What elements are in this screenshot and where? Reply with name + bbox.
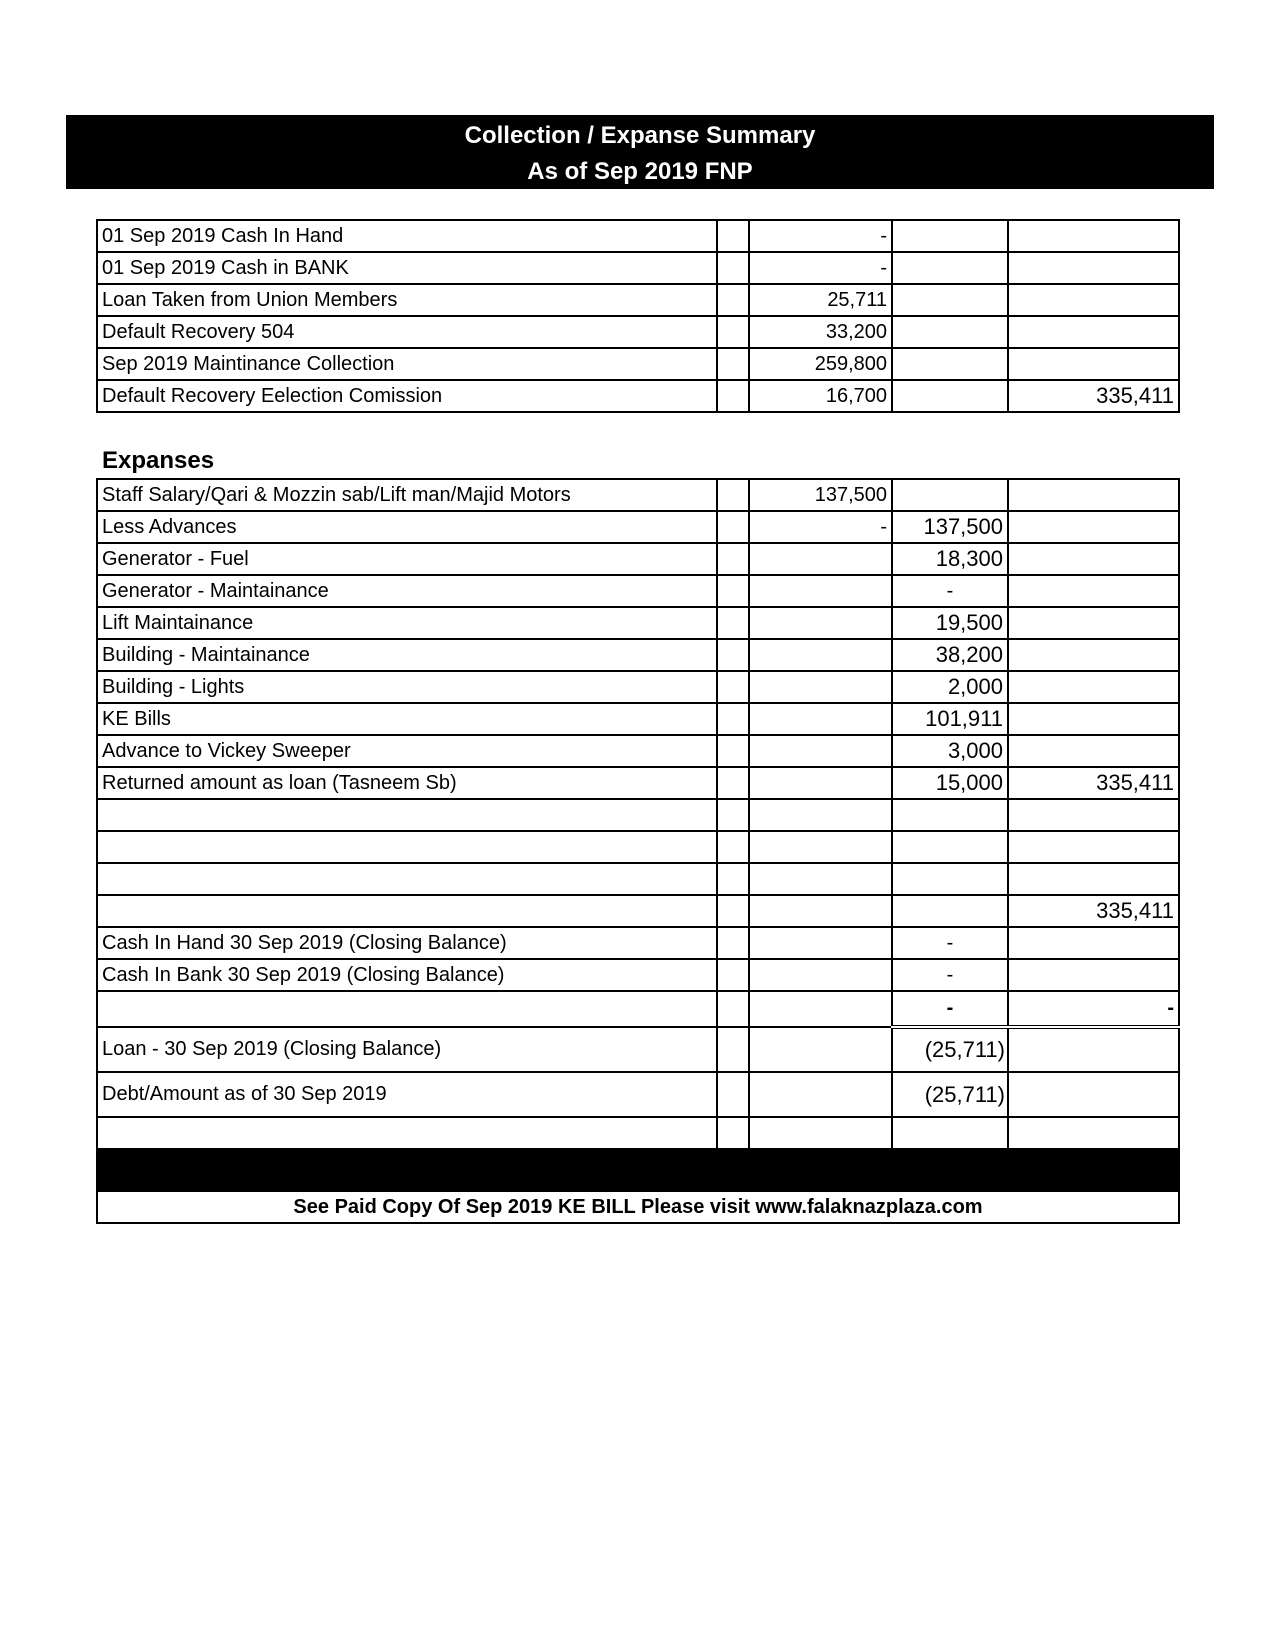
- row-amount: 25,711: [749, 284, 892, 316]
- closing-value: -: [892, 959, 1008, 991]
- table-row: [97, 252, 1179, 284]
- table-row: [97, 863, 1179, 895]
- row-net: 137,500: [892, 511, 1008, 543]
- row-label: Building - Maintainance: [97, 639, 717, 671]
- row-net: 2,000: [892, 671, 1008, 703]
- row-label: Sep 2019 Maintinance Collection: [97, 348, 717, 380]
- debt-row: [97, 1072, 1179, 1117]
- table-row: [97, 348, 1179, 380]
- row-total: [1008, 316, 1179, 348]
- row-label: Building - Lights: [97, 671, 717, 703]
- row-total: [1008, 511, 1179, 543]
- table-row: [97, 316, 1179, 348]
- table-row: [97, 831, 1179, 863]
- row-gross: [749, 703, 892, 735]
- closing-total-net: -: [892, 991, 1008, 1027]
- table-row: [97, 284, 1179, 316]
- row-net: 3,000: [892, 735, 1008, 767]
- row-gross: 137,500: [749, 479, 892, 511]
- row-net: 101,911: [892, 703, 1008, 735]
- row-gross: [749, 767, 892, 799]
- expense-table: [96, 478, 1180, 1224]
- table-row: [97, 671, 1179, 703]
- row-label: KE Bills: [97, 703, 717, 735]
- loan-label: Loan - 30 Sep 2019 (Closing Balance): [97, 1027, 717, 1072]
- expenses-heading: Expanses: [102, 447, 215, 474]
- closing-total: -: [1008, 991, 1179, 1027]
- row-net: 38,200: [892, 639, 1008, 671]
- debt-value: (25,711): [892, 1072, 1008, 1117]
- black-bar: [97, 1149, 1179, 1191]
- debt-label: Debt/Amount as of 30 Sep 2019: [97, 1072, 717, 1117]
- subtotal-row: [97, 895, 1179, 927]
- table-row: [97, 767, 1179, 799]
- row-total: [1008, 671, 1179, 703]
- row-total: [1008, 543, 1179, 575]
- row-label: Default Recovery Eelection Comission: [97, 380, 717, 412]
- row-label: 01 Sep 2019 Cash In Hand: [97, 220, 717, 252]
- row-label: Less Advances: [97, 511, 717, 543]
- footer-row: [97, 1191, 1179, 1223]
- row-label: Returned amount as loan (Tasneem Sb): [97, 767, 717, 799]
- row-total: [1008, 348, 1179, 380]
- closing-label: Cash In Bank 30 Sep 2019 (Closing Balance): [97, 959, 717, 991]
- closing-value: -: [892, 927, 1008, 959]
- row-total: [1008, 479, 1179, 511]
- title-bar: [66, 115, 1214, 189]
- row-net: [892, 479, 1008, 511]
- table-row: [97, 799, 1179, 831]
- row-gross: -: [749, 511, 892, 543]
- row-total: [1008, 284, 1179, 316]
- row-total: 335,411: [1008, 767, 1179, 799]
- table-row: [97, 607, 1179, 639]
- row-total: [1008, 639, 1179, 671]
- row-total: [1008, 220, 1179, 252]
- row-net: 19,500: [892, 607, 1008, 639]
- row-label: Staff Salary/Qari & Mozzin sab/Lift man/Majid Motors: [97, 479, 717, 511]
- loan-row: [97, 1027, 1179, 1072]
- row-amount: -: [749, 252, 892, 284]
- row-total: [1008, 252, 1179, 284]
- row-gross: [749, 543, 892, 575]
- closing-row: [97, 959, 1179, 991]
- page-title: Collection / Expanse Summary: [464, 122, 816, 149]
- closing-total-row: [97, 991, 1179, 1027]
- row-net: 15,000: [892, 767, 1008, 799]
- row-gross: [749, 639, 892, 671]
- closing-label: Cash In Hand 30 Sep 2019 (Closing Balance): [97, 927, 717, 959]
- row-net: 18,300: [892, 543, 1008, 575]
- table-row: [97, 1117, 1179, 1149]
- loan-value: (25,711): [892, 1027, 1008, 1072]
- row-total: [1008, 607, 1179, 639]
- row-gross: [749, 671, 892, 703]
- table-row: [97, 380, 1179, 412]
- closing-row: [97, 927, 1179, 959]
- row-label: Default Recovery 504: [97, 316, 717, 348]
- row-total: [1008, 735, 1179, 767]
- footer-note: See Paid Copy Of Sep 2019 KE BILL Please visit www.falaknazplaza.com: [97, 1191, 1179, 1223]
- row-label: Generator - Maintainance: [97, 575, 717, 607]
- table-row: [97, 543, 1179, 575]
- row-gross: [749, 735, 892, 767]
- row-total: [1008, 575, 1179, 607]
- subtotal-value: 335,411: [1008, 895, 1179, 927]
- row-gross: [749, 607, 892, 639]
- row-label: Generator - Fuel: [97, 543, 717, 575]
- table-row: [97, 575, 1179, 607]
- row-label: Loan Taken from Union Members: [97, 284, 717, 316]
- collection-table: [96, 219, 1180, 413]
- row-total: 335,411: [1008, 380, 1179, 412]
- row-total: [1008, 703, 1179, 735]
- row-amount: 16,700: [749, 380, 892, 412]
- row-net: -: [892, 575, 1008, 607]
- row-label: Lift Maintainance: [97, 607, 717, 639]
- row-gross: [749, 575, 892, 607]
- table-row: [97, 479, 1179, 511]
- table-row: [97, 220, 1179, 252]
- table-row: [97, 639, 1179, 671]
- table-row: [97, 511, 1179, 543]
- row-amount: -: [749, 220, 892, 252]
- row-label: Advance to Vickey Sweeper: [97, 735, 717, 767]
- page-subtitle: As of Sep 2019 FNP: [527, 158, 753, 185]
- row-label: 01 Sep 2019 Cash in BANK: [97, 252, 717, 284]
- table-row: [97, 703, 1179, 735]
- row-amount: 33,200: [749, 316, 892, 348]
- table-row: [97, 735, 1179, 767]
- row-amount: 259,800: [749, 348, 892, 380]
